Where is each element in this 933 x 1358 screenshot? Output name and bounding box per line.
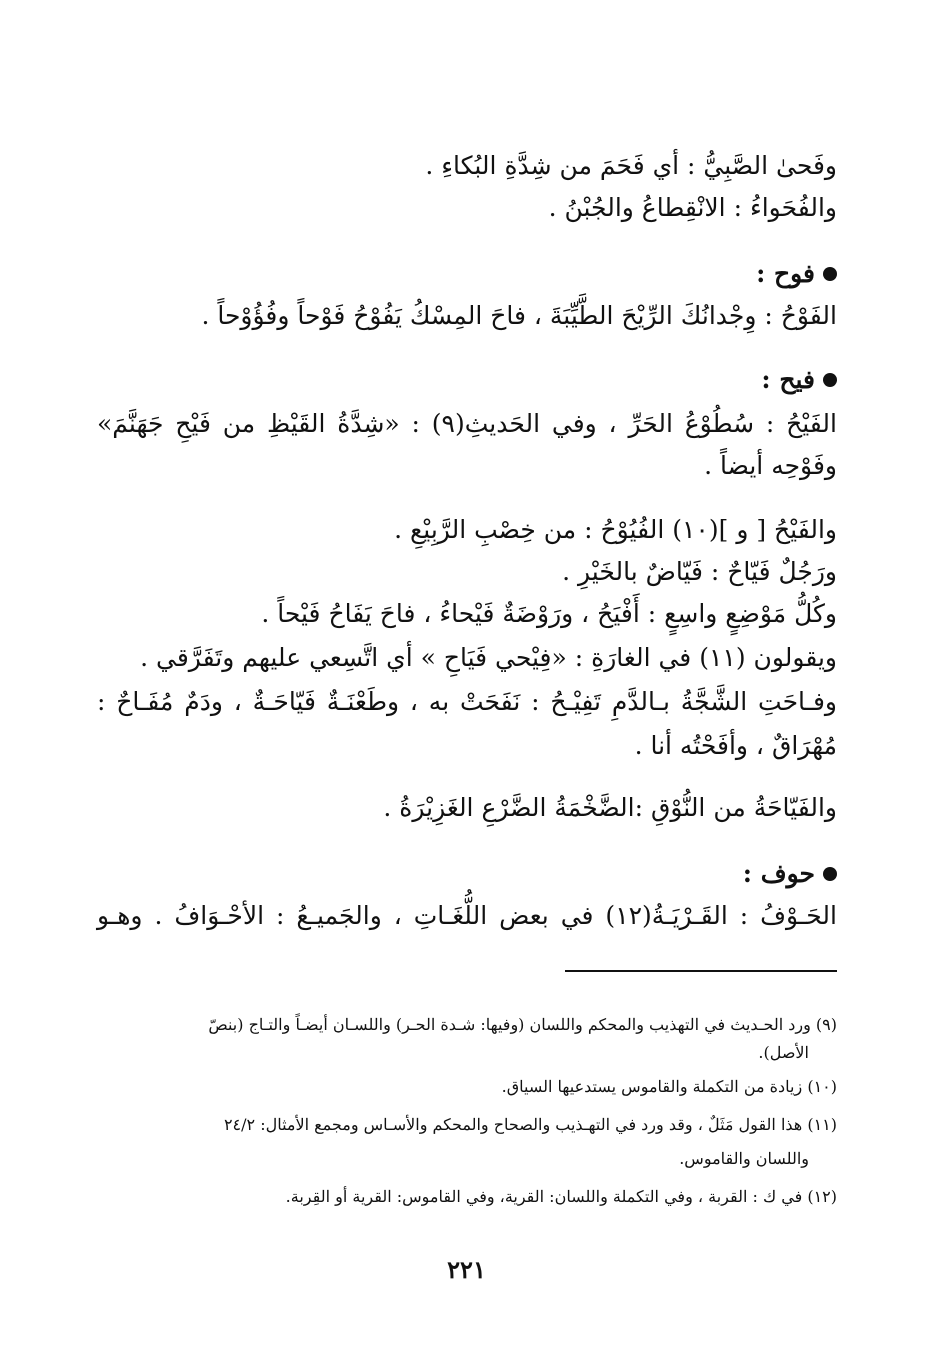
text-line-1: وفَحىٰ الصَّبِيُّ : أي فَحَمَ من شِدَّةِ البُكاءِ . bbox=[425, 151, 837, 180]
bullet-icon bbox=[823, 373, 837, 387]
text-line-4: الفَوْحُ : وِجْدانُكَ الرِّيْحَ الطَّيِّبَةَ ، فاحَ المِسْكُ يَفُوْحُ فَوْحاً وفُؤُوْحاً . bbox=[201, 301, 837, 330]
section-heading-hwf bbox=[97, 856, 837, 892]
text-line-10: وكُلُّ مَوْضِعٍ واسِعٍ : أَفْيَحُ ، ورَوْضَةٌ فَيْحاءُ ، فاحَ يَفَاحُ فَيْحاً . bbox=[261, 599, 837, 628]
text-line-11: ويقولون (١١) في الغارَةِ : «فِيْحي فَيَاحِ » أي اتَّسِعي عليهم وتَفَرَّقي . bbox=[140, 643, 837, 672]
footnote-11: (١١) هذا القول مَثَلٌ ، وقد ورد في التهـذيب والصحاح والمحكم والأسـاس ومجمع الأمثال: ٢٤/٢ bbox=[223, 1115, 837, 1134]
section-heading-label: فوح : bbox=[756, 259, 815, 288]
footnote-divider bbox=[565, 970, 837, 972]
bullet-icon bbox=[823, 267, 837, 281]
footnote-10: (١٠) زيادة من التكملة والقاموس يستدعيها السياق. bbox=[501, 1077, 837, 1096]
text-line-13: مُهْرَاقٌ ، وأفَحْتُه أنا . bbox=[634, 731, 837, 760]
text-line-12: وفـاحَتِ الشَّجَّةُ بـالدَّمِ تَفِيْـحُ : نَفَحَتْ به ، وطَعْنَـةٌ فَيّاحَـةٌ ، ودَمٌ مُفَـاحٌ : bbox=[97, 687, 837, 716]
text-line-14: والفَيّاحَةُ من النُّوْقِ :الضَّخْمَةُ الضَّرْعِ الغَزِيْرَةُ . bbox=[383, 793, 837, 822]
section-heading-label: حوف : bbox=[742, 859, 815, 888]
footnote-11-cont: واللسان والقاموس. bbox=[679, 1149, 809, 1168]
footnote-12: (١٢) في ك : القربة ، وفي التكملة واللسان: القرية، وفي القاموس: القرية أو القِربة. bbox=[285, 1187, 837, 1206]
footnote-9: (٩) ورد الحـديث في التهذيب والمحكم واللسان (وفيها: شـدة الحـر) واللسـان أيضـاً والتـاج (بنصّ bbox=[208, 1015, 837, 1034]
text-line-6: الفَيْحُ : سُطُوْعُ الحَرِّ ، وفي الحَديثِ(٩) : «شِدَّةُ القَيْظِ من فَيْحِ جَهَنَّمَ» bbox=[97, 409, 837, 438]
text-line-16: الحَـوْفُ : القَـرْيَـةُ(١٢) في بعض اللُّغَـاتِ ، والجَميـعُ : الأحْـوَافُ . وهـو bbox=[97, 901, 837, 930]
section-heading-fyh bbox=[97, 362, 837, 398]
section-heading-fwh bbox=[97, 256, 837, 292]
page-number: ٢٢١ bbox=[447, 1255, 486, 1284]
bullet-icon bbox=[823, 867, 837, 881]
text-line-2: والفُحَواءُ : الانْقِطاعُ والجُبْنُ . bbox=[548, 193, 837, 222]
text-line-9: ورَجُلٌ فَيّاحٌ : فَيّاضٌ بالخَيْرِ . bbox=[562, 557, 837, 586]
footnote-9-cont: الأصل). bbox=[758, 1043, 809, 1062]
section-heading-label: فيح : bbox=[761, 365, 815, 394]
text-line-8: والفَيْحُ [ و ](١٠) الفُيُوْحُ : من خِصْبِ الرَّبِيْعِ . bbox=[394, 515, 837, 544]
text-line-7: وفَوْحِه أيضاً . bbox=[704, 451, 837, 480]
